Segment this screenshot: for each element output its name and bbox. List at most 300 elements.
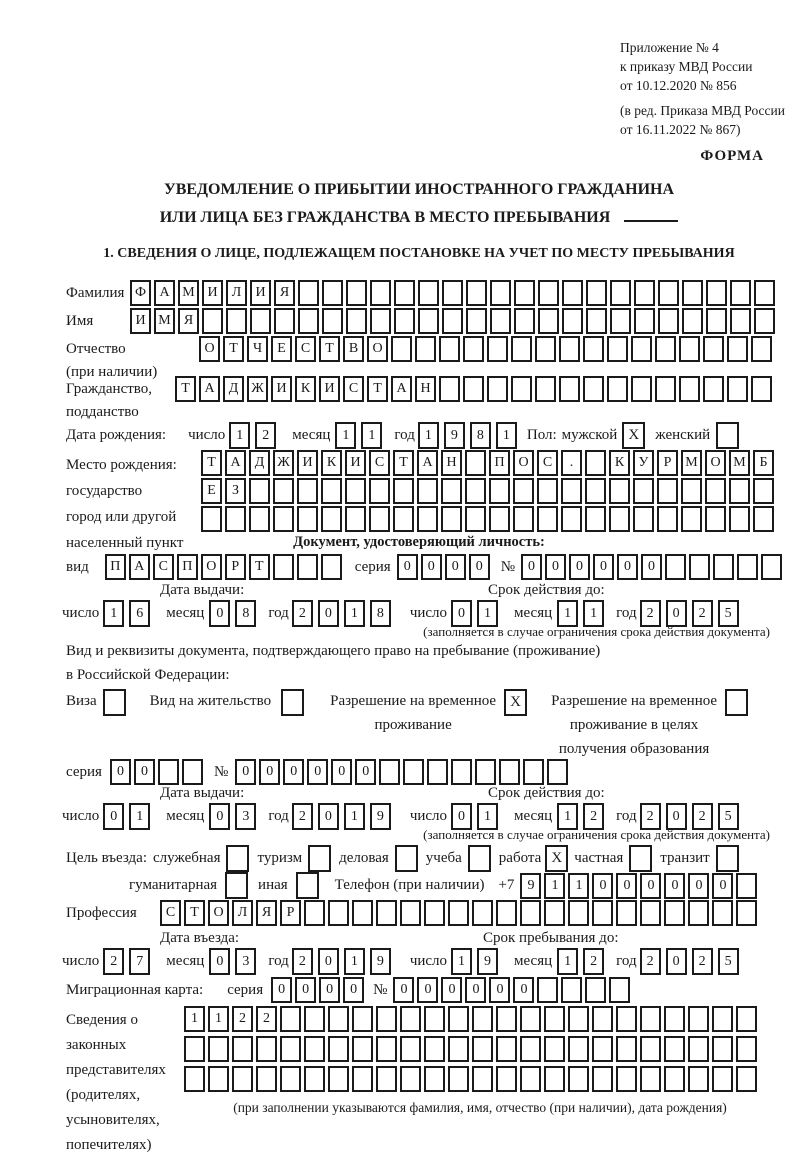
char-cell[interactable]: [208, 1066, 229, 1092]
char-cell[interactable]: [664, 1036, 685, 1062]
char-cell[interactable]: 1: [344, 600, 365, 627]
char-cell[interactable]: [256, 1066, 277, 1092]
char-cell[interactable]: [736, 900, 757, 926]
char-cell[interactable]: О: [201, 554, 222, 580]
char-cell[interactable]: [370, 308, 391, 334]
char-cell[interactable]: [689, 554, 710, 580]
char-cell[interactable]: [688, 1006, 709, 1032]
char-cell[interactable]: 9: [477, 948, 498, 975]
char-cell[interactable]: [511, 336, 532, 362]
char-cell[interactable]: [682, 308, 703, 334]
char-cell[interactable]: [463, 376, 484, 402]
char-cell[interactable]: [586, 280, 607, 306]
char-cell[interactable]: [297, 554, 318, 580]
char-cell[interactable]: 9: [370, 948, 391, 975]
char-cell[interactable]: [376, 1066, 397, 1092]
char-cell[interactable]: 1: [496, 422, 517, 449]
char-cell[interactable]: Д: [249, 450, 270, 476]
char-cell[interactable]: [346, 280, 367, 306]
char-cell[interactable]: Я: [256, 900, 277, 926]
char-cell[interactable]: П: [105, 554, 126, 580]
char-cell[interactable]: 1: [208, 1006, 229, 1032]
char-cell[interactable]: [322, 308, 343, 334]
char-cell[interactable]: [537, 506, 558, 532]
char-cell[interactable]: [679, 336, 700, 362]
char-cell[interactable]: [547, 759, 568, 785]
char-cell[interactable]: [730, 308, 751, 334]
char-cell[interactable]: [631, 376, 652, 402]
char-cell[interactable]: [472, 1066, 493, 1092]
checkbox-cell[interactable]: [629, 845, 652, 872]
char-cell[interactable]: [729, 506, 750, 532]
char-cell[interactable]: 5: [718, 803, 739, 830]
char-cell[interactable]: 2: [256, 1006, 277, 1032]
char-cell[interactable]: [496, 1066, 517, 1092]
char-cell[interactable]: А: [417, 450, 438, 476]
char-cell[interactable]: [439, 336, 460, 362]
char-cell[interactable]: [321, 478, 342, 504]
char-cell[interactable]: [297, 506, 318, 532]
char-cell[interactable]: 0: [545, 554, 566, 580]
char-cell[interactable]: [511, 376, 532, 402]
char-cell[interactable]: 0: [666, 948, 687, 975]
char-cell[interactable]: М: [154, 308, 175, 334]
char-cell[interactable]: [328, 1036, 349, 1062]
char-cell[interactable]: [736, 1006, 757, 1032]
char-cell[interactable]: 2: [232, 1006, 253, 1032]
checkbox-cell[interactable]: [103, 689, 126, 716]
char-cell[interactable]: [520, 1006, 541, 1032]
char-cell[interactable]: 1: [557, 948, 578, 975]
char-cell[interactable]: 0: [235, 759, 256, 785]
char-cell[interactable]: 0: [417, 977, 438, 1003]
char-cell[interactable]: [514, 280, 535, 306]
char-cell[interactable]: [328, 1006, 349, 1032]
char-cell[interactable]: 0: [355, 759, 376, 785]
char-cell[interactable]: 1: [477, 803, 498, 830]
char-cell[interactable]: [607, 376, 628, 402]
char-cell[interactable]: [418, 308, 439, 334]
char-cell[interactable]: [304, 900, 325, 926]
char-cell[interactable]: [730, 280, 751, 306]
char-cell[interactable]: 6: [129, 600, 150, 627]
char-cell[interactable]: [544, 1036, 565, 1062]
checkbox-cell[interactable]: [468, 845, 491, 872]
char-cell[interactable]: [490, 308, 511, 334]
char-cell[interactable]: [417, 506, 438, 532]
char-cell[interactable]: 3: [235, 948, 256, 975]
char-cell[interactable]: [706, 308, 727, 334]
char-cell[interactable]: [465, 478, 486, 504]
char-cell[interactable]: 0: [441, 977, 462, 1003]
char-cell[interactable]: Т: [367, 376, 388, 402]
char-cell[interactable]: 2: [103, 948, 124, 975]
char-cell[interactable]: [607, 336, 628, 362]
char-cell[interactable]: [631, 336, 652, 362]
char-cell[interactable]: [232, 1066, 253, 1092]
char-cell[interactable]: [657, 506, 678, 532]
char-cell[interactable]: 0: [134, 759, 155, 785]
char-cell[interactable]: А: [199, 376, 220, 402]
char-cell[interactable]: [537, 478, 558, 504]
char-cell[interactable]: М: [178, 280, 199, 306]
char-cell[interactable]: 7: [129, 948, 150, 975]
char-cell[interactable]: И: [345, 450, 366, 476]
char-cell[interactable]: [472, 1006, 493, 1032]
char-cell[interactable]: 1: [451, 948, 472, 975]
char-cell[interactable]: [712, 1036, 733, 1062]
char-cell[interactable]: О: [705, 450, 726, 476]
char-cell[interactable]: [568, 1066, 589, 1092]
char-cell[interactable]: .: [561, 450, 582, 476]
char-cell[interactable]: [463, 336, 484, 362]
char-cell[interactable]: У: [633, 450, 654, 476]
char-cell[interactable]: [439, 376, 460, 402]
char-cell[interactable]: [417, 478, 438, 504]
char-cell[interactable]: П: [177, 554, 198, 580]
char-cell[interactable]: Т: [184, 900, 205, 926]
char-cell[interactable]: В: [343, 336, 364, 362]
char-cell[interactable]: [328, 1066, 349, 1092]
char-cell[interactable]: 0: [318, 600, 339, 627]
char-cell[interactable]: Н: [415, 376, 436, 402]
char-cell[interactable]: 0: [110, 759, 131, 785]
char-cell[interactable]: [298, 308, 319, 334]
char-cell[interactable]: [585, 506, 606, 532]
char-cell[interactable]: [664, 900, 685, 926]
checkbox-cell[interactable]: [716, 422, 739, 449]
char-cell[interactable]: [736, 1066, 757, 1092]
char-cell[interactable]: [376, 1036, 397, 1062]
char-cell[interactable]: [273, 554, 294, 580]
char-cell[interactable]: [568, 1036, 589, 1062]
char-cell[interactable]: 2: [292, 600, 313, 627]
char-cell[interactable]: [369, 478, 390, 504]
char-cell[interactable]: [657, 478, 678, 504]
char-cell[interactable]: О: [199, 336, 220, 362]
char-cell[interactable]: [513, 478, 534, 504]
char-cell[interactable]: [585, 977, 606, 1003]
char-cell[interactable]: 0: [489, 977, 510, 1003]
char-cell[interactable]: О: [513, 450, 534, 476]
char-cell[interactable]: [345, 478, 366, 504]
char-cell[interactable]: [544, 900, 565, 926]
char-cell[interactable]: [442, 280, 463, 306]
char-cell[interactable]: 0: [319, 977, 340, 1003]
char-cell[interactable]: 9: [444, 422, 465, 449]
char-cell[interactable]: [616, 1066, 637, 1092]
char-cell[interactable]: Р: [225, 554, 246, 580]
char-cell[interactable]: Т: [223, 336, 244, 362]
char-cell[interactable]: [561, 977, 582, 1003]
char-cell[interactable]: Е: [201, 478, 222, 504]
char-cell[interactable]: 8: [370, 600, 391, 627]
char-cell[interactable]: Л: [226, 280, 247, 306]
char-cell[interactable]: [658, 280, 679, 306]
checkbox-cell[interactable]: [226, 845, 249, 872]
char-cell[interactable]: [424, 900, 445, 926]
char-cell[interactable]: 0: [593, 554, 614, 580]
char-cell[interactable]: [682, 280, 703, 306]
char-cell[interactable]: О: [367, 336, 388, 362]
char-cell[interactable]: З: [225, 478, 246, 504]
char-cell[interactable]: 2: [640, 948, 661, 975]
char-cell[interactable]: [352, 1036, 373, 1062]
char-cell[interactable]: [727, 336, 748, 362]
char-cell[interactable]: [400, 900, 421, 926]
char-cell[interactable]: [640, 1066, 661, 1092]
char-cell[interactable]: С: [160, 900, 181, 926]
char-cell[interactable]: 0: [465, 977, 486, 1003]
char-cell[interactable]: [585, 478, 606, 504]
char-cell[interactable]: 0: [343, 977, 364, 1003]
char-cell[interactable]: [427, 759, 448, 785]
char-cell[interactable]: [655, 336, 676, 362]
char-cell[interactable]: И: [250, 280, 271, 306]
char-cell[interactable]: Е: [271, 336, 292, 362]
char-cell[interactable]: [415, 336, 436, 362]
char-cell[interactable]: 0: [397, 554, 418, 580]
char-cell[interactable]: [232, 1036, 253, 1062]
char-cell[interactable]: 2: [640, 600, 661, 627]
char-cell[interactable]: [640, 1006, 661, 1032]
char-cell[interactable]: [712, 1006, 733, 1032]
char-cell[interactable]: [688, 900, 709, 926]
char-cell[interactable]: [583, 336, 604, 362]
char-cell[interactable]: Я: [274, 280, 295, 306]
char-cell[interactable]: 2: [292, 803, 313, 830]
char-cell[interactable]: 2: [255, 422, 276, 449]
char-cell[interactable]: [345, 506, 366, 532]
char-cell[interactable]: 0: [259, 759, 280, 785]
char-cell[interactable]: [297, 478, 318, 504]
char-cell[interactable]: [688, 1066, 709, 1092]
char-cell[interactable]: [496, 1006, 517, 1032]
char-cell[interactable]: [226, 308, 247, 334]
char-cell[interactable]: [562, 280, 583, 306]
char-cell[interactable]: [609, 977, 630, 1003]
char-cell[interactable]: И: [202, 280, 223, 306]
char-cell[interactable]: [753, 506, 774, 532]
char-cell[interactable]: 0: [445, 554, 466, 580]
char-cell[interactable]: 1: [184, 1006, 205, 1032]
char-cell[interactable]: 0: [318, 803, 339, 830]
char-cell[interactable]: 0: [666, 600, 687, 627]
char-cell[interactable]: [487, 336, 508, 362]
char-cell[interactable]: [712, 900, 733, 926]
char-cell[interactable]: 0: [640, 873, 661, 899]
char-cell[interactable]: [321, 506, 342, 532]
char-cell[interactable]: [538, 280, 559, 306]
char-cell[interactable]: [609, 478, 630, 504]
char-cell[interactable]: 0: [421, 554, 442, 580]
char-cell[interactable]: П: [489, 450, 510, 476]
char-cell[interactable]: [513, 506, 534, 532]
char-cell[interactable]: 0: [617, 554, 638, 580]
char-cell[interactable]: [535, 376, 556, 402]
char-cell[interactable]: [158, 759, 179, 785]
char-cell[interactable]: [736, 873, 757, 899]
char-cell[interactable]: [559, 336, 580, 362]
char-cell[interactable]: [609, 506, 630, 532]
char-cell[interactable]: 1: [477, 600, 498, 627]
char-cell[interactable]: [322, 280, 343, 306]
char-cell[interactable]: [703, 336, 724, 362]
char-cell[interactable]: [400, 1036, 421, 1062]
char-cell[interactable]: [633, 506, 654, 532]
char-cell[interactable]: [273, 506, 294, 532]
char-cell[interactable]: [352, 1066, 373, 1092]
char-cell[interactable]: [418, 280, 439, 306]
char-cell[interactable]: 0: [451, 600, 472, 627]
char-cell[interactable]: [451, 759, 472, 785]
char-cell[interactable]: 0: [688, 873, 709, 899]
char-cell[interactable]: 0: [592, 873, 613, 899]
char-cell[interactable]: [249, 478, 270, 504]
char-cell[interactable]: [490, 280, 511, 306]
char-cell[interactable]: [273, 478, 294, 504]
char-cell[interactable]: [369, 506, 390, 532]
char-cell[interactable]: [475, 759, 496, 785]
char-cell[interactable]: И: [271, 376, 292, 402]
char-cell[interactable]: [559, 376, 580, 402]
char-cell[interactable]: [737, 554, 758, 580]
char-cell[interactable]: [583, 376, 604, 402]
char-cell[interactable]: Д: [223, 376, 244, 402]
char-cell[interactable]: 1: [418, 422, 439, 449]
char-cell[interactable]: [544, 1066, 565, 1092]
char-cell[interactable]: С: [153, 554, 174, 580]
char-cell[interactable]: [751, 336, 772, 362]
char-cell[interactable]: [496, 1036, 517, 1062]
char-cell[interactable]: 0: [209, 600, 230, 627]
char-cell[interactable]: [184, 1066, 205, 1092]
char-cell[interactable]: [304, 1006, 325, 1032]
char-cell[interactable]: [713, 554, 734, 580]
char-cell[interactable]: [681, 478, 702, 504]
char-cell[interactable]: [280, 1036, 301, 1062]
char-cell[interactable]: [465, 450, 486, 476]
char-cell[interactable]: М: [729, 450, 750, 476]
char-cell[interactable]: [182, 759, 203, 785]
char-cell[interactable]: [448, 900, 469, 926]
char-cell[interactable]: 0: [295, 977, 316, 1003]
char-cell[interactable]: Ж: [247, 376, 268, 402]
char-cell[interactable]: 0: [666, 803, 687, 830]
char-cell[interactable]: [394, 308, 415, 334]
checkbox-cell[interactable]: X: [545, 845, 568, 872]
char-cell[interactable]: [592, 1006, 613, 1032]
char-cell[interactable]: [441, 478, 462, 504]
char-cell[interactable]: [376, 900, 397, 926]
char-cell[interactable]: [520, 1036, 541, 1062]
checkbox-cell[interactable]: X: [504, 689, 527, 716]
char-cell[interactable]: [610, 308, 631, 334]
char-cell[interactable]: 0: [209, 948, 230, 975]
char-cell[interactable]: 2: [583, 948, 604, 975]
char-cell[interactable]: 0: [569, 554, 590, 580]
char-cell[interactable]: [664, 1006, 685, 1032]
char-cell[interactable]: [424, 1006, 445, 1032]
char-cell[interactable]: [442, 308, 463, 334]
char-cell[interactable]: И: [297, 450, 318, 476]
char-cell[interactable]: [640, 900, 661, 926]
char-cell[interactable]: [729, 478, 750, 504]
char-cell[interactable]: Я: [178, 308, 199, 334]
char-cell[interactable]: 9: [370, 803, 391, 830]
char-cell[interactable]: [376, 1006, 397, 1032]
char-cell[interactable]: 1: [344, 948, 365, 975]
checkbox-cell[interactable]: X: [622, 422, 645, 449]
char-cell[interactable]: 1: [557, 600, 578, 627]
char-cell[interactable]: 0: [521, 554, 542, 580]
char-cell[interactable]: [727, 376, 748, 402]
char-cell[interactable]: [681, 506, 702, 532]
char-cell[interactable]: [465, 506, 486, 532]
char-cell[interactable]: [448, 1066, 469, 1092]
char-cell[interactable]: Р: [657, 450, 678, 476]
char-cell[interactable]: Т: [201, 450, 222, 476]
char-cell[interactable]: С: [369, 450, 390, 476]
char-cell[interactable]: [592, 1036, 613, 1062]
char-cell[interactable]: С: [295, 336, 316, 362]
char-cell[interactable]: [489, 478, 510, 504]
char-cell[interactable]: С: [537, 450, 558, 476]
char-cell[interactable]: [394, 280, 415, 306]
char-cell[interactable]: 1: [557, 803, 578, 830]
checkbox-cell[interactable]: [716, 845, 739, 872]
char-cell[interactable]: 0: [393, 977, 414, 1003]
char-cell[interactable]: 2: [640, 803, 661, 830]
char-cell[interactable]: [184, 1036, 205, 1062]
char-cell[interactable]: 2: [692, 948, 713, 975]
char-cell[interactable]: О: [208, 900, 229, 926]
char-cell[interactable]: [298, 280, 319, 306]
checkbox-cell[interactable]: [281, 689, 304, 716]
char-cell[interactable]: [466, 280, 487, 306]
char-cell[interactable]: [562, 308, 583, 334]
char-cell[interactable]: 0: [664, 873, 685, 899]
char-cell[interactable]: [370, 280, 391, 306]
char-cell[interactable]: 2: [692, 803, 713, 830]
char-cell[interactable]: [703, 376, 724, 402]
char-cell[interactable]: [712, 1066, 733, 1092]
char-cell[interactable]: [592, 900, 613, 926]
char-cell[interactable]: [225, 506, 246, 532]
char-cell[interactable]: [328, 900, 349, 926]
char-cell[interactable]: [585, 450, 606, 476]
char-cell[interactable]: 0: [469, 554, 490, 580]
char-cell[interactable]: Р: [280, 900, 301, 926]
char-cell[interactable]: [535, 336, 556, 362]
char-cell[interactable]: Л: [232, 900, 253, 926]
char-cell[interactable]: [514, 308, 535, 334]
char-cell[interactable]: [441, 506, 462, 532]
char-cell[interactable]: [568, 1006, 589, 1032]
char-cell[interactable]: [705, 478, 726, 504]
char-cell[interactable]: [472, 900, 493, 926]
char-cell[interactable]: [496, 900, 517, 926]
char-cell[interactable]: [499, 759, 520, 785]
char-cell[interactable]: Т: [175, 376, 196, 402]
char-cell[interactable]: [665, 554, 686, 580]
char-cell[interactable]: 1: [335, 422, 356, 449]
char-cell[interactable]: 1: [544, 873, 565, 899]
char-cell[interactable]: [489, 506, 510, 532]
char-cell[interactable]: 0: [271, 977, 292, 1003]
char-cell[interactable]: [448, 1036, 469, 1062]
char-cell[interactable]: М: [681, 450, 702, 476]
